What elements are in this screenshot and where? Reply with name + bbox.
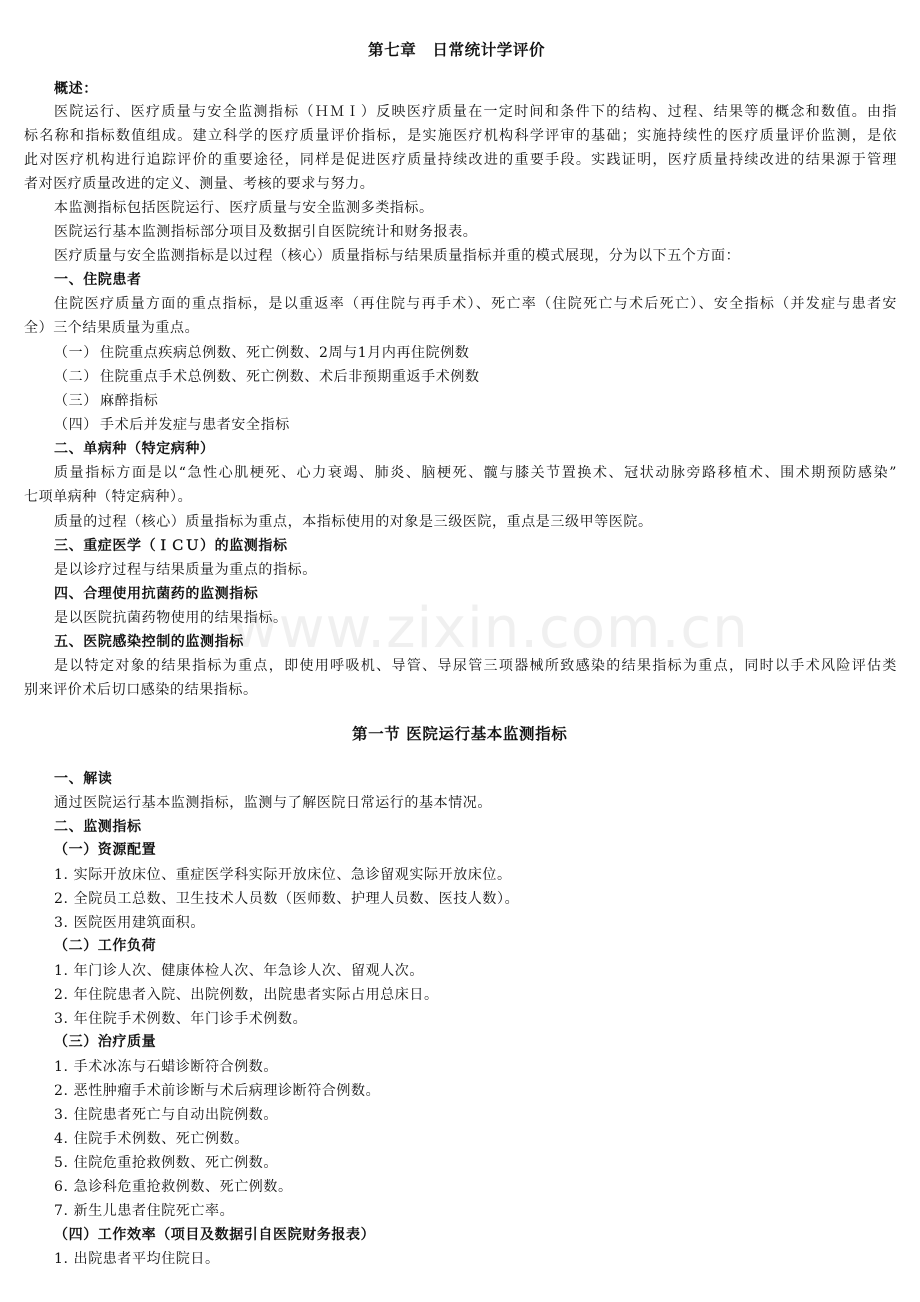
list-item: 3. 年住院手术例数、年门诊手术例数。	[54, 1011, 308, 1027]
list-item-text: 手术后并发症与患者安全指标	[100, 417, 290, 433]
list-item: 2. 年住院患者入院、出院例数，出院患者实际占用总床日。	[54, 987, 439, 1003]
overview-line: 标名称和指标数值组成。建立科学的医疗质量评价指标，是实施医疗机构科学评审的基础；实施持续性的医疗质量评价监测，是依	[24, 128, 897, 144]
list-item: 2. 全院员工总数、卫生技术人员数（医师数、护理人员数、医技人数）。	[54, 891, 520, 907]
list-item-number: （一）	[54, 345, 98, 361]
list-item: 1. 实际开放床位、重症医学科实际开放床位、急诊留观实际开放床位。	[54, 867, 512, 883]
group-heading: （二）工作负荷	[54, 938, 157, 954]
chapter-title: 第七章 日常统计学评价	[368, 41, 546, 59]
overview-line: 此对医疗机构进行追踪评价的重要途径，同样是促进医疗质量持续改进的重要手段。实践证明，医疗质量持续改进的结果源于管理	[24, 152, 897, 168]
subsection-heading: 一、解读	[54, 771, 113, 787]
list-item: 1. 手术冰冻与石蜡诊断符合例数。	[54, 1059, 279, 1075]
overview-line: 者对医疗质量改进的定义、测量、考核的要求与努力。	[24, 176, 375, 192]
body-line: 别来评价术后切口感染的结果指标。	[24, 682, 258, 698]
list-item: 7. 新生儿患者住院死亡率。	[54, 1203, 235, 1219]
overview-paragraph: 本监测指标包括医院运行、医疗质量与安全监测多类指标。	[54, 200, 434, 216]
body-line: 是以诊疗过程与结果质量为重点的指标。	[54, 562, 317, 578]
group-heading: （三）治疗质量	[54, 1034, 157, 1050]
list-item: 4. 住院手术例数、死亡例数。	[54, 1131, 249, 1147]
list-item-text: 住院重点手术总例数、死亡例数、术后非预期重返手术例数	[100, 369, 480, 385]
overview-heading: 概述：	[54, 81, 98, 97]
body-line: 是以特定对象的结果指标为重点，即使用呼吸机、导管、导尿管三项器械所致感染的结果指标为重点，同时以手术风险评估类	[54, 658, 897, 674]
overview-paragraph: 医院运行基本监测指标部分项目及数据引自医院统计和财务报表。	[54, 224, 478, 240]
body-line: 七项单病种（特定病种）。	[24, 489, 193, 505]
body-line: 质量指标方面是以“急性心肌梗死、心力衰竭、肺炎、脑梗死、髋与膝关节置换术、冠状动脉旁路移植术、围术期预防感染”	[54, 465, 897, 481]
overview-line: 医院运行、医疗质量与安全监测指标（ＨＭＩ）反映医疗质量在一定时间和条件下的结构、过程、结果等的概念和数值。由指	[54, 104, 897, 120]
body-line: 质量的过程（核心）质量指标为重点，本指标使用的对象是三级医院，重点是三级甲等医院。	[54, 514, 653, 530]
body-line: 是以医院抗菌药物使用的结果指标。	[54, 610, 288, 626]
group-heading: （四）工作效率（项目及数据引自医院财务报表）	[54, 1227, 376, 1243]
subsection-heading: 二、监测指标	[54, 819, 142, 835]
list-item-number: （三）	[54, 393, 98, 409]
list-item: 1. 出院患者平均住院日。	[54, 1251, 220, 1267]
overview-paragraph: 医疗质量与安全监测指标是以过程（核心）质量指标与结果质量指标并重的模式展现，分为以下五个方面：	[54, 248, 741, 264]
list-item: 3. 医院医用建筑面积。	[54, 915, 206, 931]
list-item: 6. 急诊科危重抢救例数、死亡例数。	[54, 1179, 293, 1195]
list-item-number: （四）	[54, 417, 98, 433]
section-heading: 二、单病种（特定病种）	[54, 441, 215, 457]
section-heading: 一、住院患者	[54, 272, 142, 288]
list-item-text: 住院重点疾病总例数、死亡例数、2周与1月内再住院例数	[100, 345, 470, 361]
list-item: 3. 住院患者死亡与自动出院例数。	[54, 1107, 279, 1123]
section-heading: 四、合理使用抗菌药的监测指标	[54, 586, 259, 602]
watermark: www.zixin.com.cn	[232, 596, 749, 661]
section-heading: 五、医院感染控制的监测指标	[54, 634, 244, 650]
list-item: 5. 住院危重抢救例数、死亡例数。	[54, 1155, 279, 1171]
body-line: 全）三个结果质量为重点。	[24, 320, 200, 336]
section-heading: 三、重症医学（ＩＣＵ）的监测指标	[54, 538, 288, 554]
list-item-text: 麻醉指标	[100, 393, 159, 409]
body-line: 通过医院运行基本监测指标，监测与了解医院日常运行的基本情况。	[54, 795, 492, 811]
group-heading: （一）资源配置	[54, 842, 157, 858]
list-item: 2. 恶性肿瘤手术前诊断与术后病理诊断符合例数。	[54, 1083, 381, 1099]
list-item-number: （二）	[54, 369, 98, 385]
list-item: 1. 年门诊人次、健康体检人次、年急诊人次、留观人次。	[54, 963, 425, 979]
section-title: 第一节 医院运行基本监测指标	[352, 725, 568, 743]
body-line: 住院医疗质量方面的重点指标，是以重返率（再住院与再手术）、死亡率（住院死亡与术后死亡）、安全指标（并发症与患者安	[54, 296, 897, 312]
